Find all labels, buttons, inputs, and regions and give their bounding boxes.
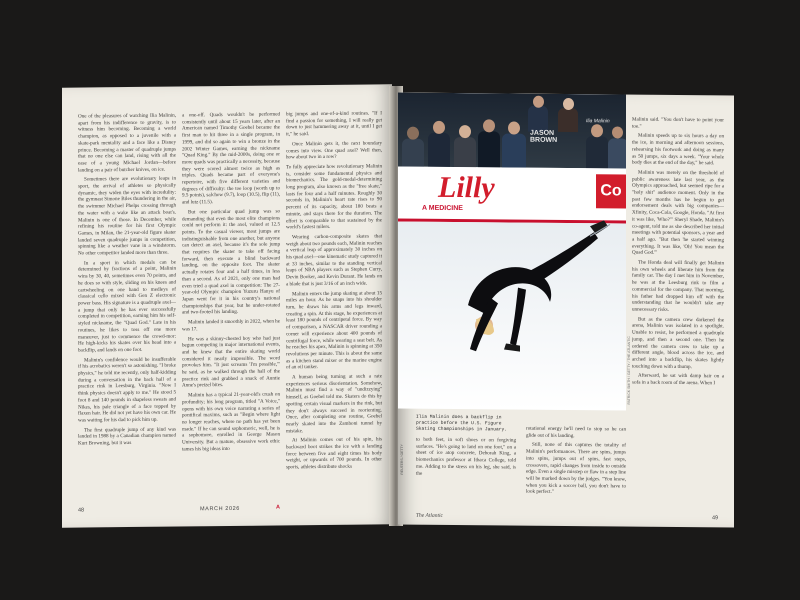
paragraph: Malinin was merely on the threshold of public awareness late last year, as the Olympics approached, but seemed ripe for a "holy shit" audience moment. Only in the past few months has he begun to get endorsement deals with big companies—Xfinity, Coca-Cola, Google, Honda. "At first it was like, 'Who?'" Sheryl Shade, Malinin's co-agent, told me as she described her initial meetings with potential sponsors, a year and a half ago. "But then 'he started winning everything. It was like, 'Oh! You mean the Quad God.'" [632, 169, 724, 257]
left-column-2 [182, 111, 280, 502]
sponsor-logo-2: Co [596, 174, 626, 208]
paragraph: He was a skinny-chested boy who had just begun competing in major international events, and he knew that the entire skating world considered it nearly impossible. The word provokes him. "It just screams 'I'm possible,'" he said, as he walked through the hall of the practice rink and grabbed a snack of Auntie Anne's pretzel bites. [182, 334, 280, 389]
paragraph: The first quadruple jump of any kind was landed in 1988 by a Canadian champion named Kurt Browning, but it was [78, 426, 176, 447]
paragraph: Malinin speeds up to six hours a day on the ice, in morning and afternoon sessions, rehearsing his footwork and doing as many as 50 jumps, six days a week. "Your whole body dies at the end of the day," he said. [632, 133, 724, 167]
issue-date: MARCH 2026 [200, 505, 240, 513]
paragraph: The Honda deal will finally get Malinin his own wheels and liberate him from the family car. The day I met him in November, he was at the Leesburg rink to film a commercial for the company. That morning, his father had dropped him off with the understanding that he wouldn't take any unnecessary risks. [632, 259, 724, 313]
paragraph: Malinin said. "You don't have to point your toe." [632, 116, 724, 130]
paragraph: But one particular quad jump was so demanding that even the most elite champions could not perform it: the axel, valued at 12.5 points. To the casual viewer, most jumps are indistinguishable from one another, but anyone can detect an axel, because it's the sole jump that requires the skater to take off facing forward, then execute a blind backward landing, on the opposite foot. The skater actually rotates four and a half times, in less than a second. As of 2021, only one man had even tried a quad axel in competition: The 27-year-old Olympic champion Yuzuru Hanyu of Japan went for it in his country's national championships that year, but he under-rotated and two-footed his landing. [182, 208, 280, 316]
paragraph: rotational energy he'll need to stop so he can glide out of his landing. [526, 425, 626, 439]
skater-figure [398, 93, 626, 411]
left-page [62, 84, 392, 527]
paragraph: Wearing carbon-composite skates that weigh about two pounds each, Malinin reaches a vertical leap of approximately 30 inches on his quad axel—one kinematic study captured it at 33 inches, similar to the standing vertical leaps of NBA players such as Stephen Curry, Devin Booker, and Kevin Durant. He lands on a blade that is just 3/16 of an inch wide. [286, 233, 382, 288]
paragraph: But as the camera crew darkened the arena, Malinin was isolated in a spotlight. Unable to resist, he performed a quadruple jump, and then a second one. Then he ordered the camera crew to take up a different angle, blood across the ice, and arched into a backflip, his skates lightly touching down with a thump. [632, 316, 724, 370]
right-column-2 [526, 426, 626, 517]
page-number: 49 [712, 515, 719, 522]
crowd-banner: Ilia Malinin [586, 118, 610, 125]
paragraph: In a sport in which medals can be determined by fractions of a point, Malinin wins by 30, 40, sometimes even 70 points, and he does so with style, sliding on his knees and cartwheeling on one hand to medleys of classical cello mixed with Gen Z electronic power bass. His signature is a quadruple axel—a jump that only he has ever successfully completed in competition, earning him his self-styled nickname, the "Quad God." Late in his routines, he likes to toss off one more maneuver, just to commence the crowd-mor: He high-kicks his skates over his head into a backflip, and lands on one foot. [78, 259, 176, 354]
paragraph: to both feet, in soft shoes or on forgiving surfaces. "He's going to land on one foot," on a sheet of ice atop concrete, Deborah King, a biomechanics professor at Ithaca College, told me. Adding to the stress on his leg, she said, is the [416, 436, 516, 477]
paragraph: Afterward, he sat with damp hair on a sofa in a back room of the arena. When I [632, 372, 724, 387]
paragraph: At Malinin comes out of his spin, his backward boot strikes the ice with a landing force between five and eight times his body weight, or upwards of 700 pounds. In other sports, athletes distribute shocks [286, 436, 382, 471]
paragraph: Malinin enters the jump skating at about 15 miles an hour. As he snaps into his shoulder turn, he draws his arms and legs inward, creating a spin. At this stage, he experiences at least 180 pounds of centripetal force. By way of comparison, a NASCAR driver rounding a corner will experience about 400 pounds of centrifugal force, while wearing a seat belt. As he reaches his apex, Malinin is spinning at 350 revolutions per minute. This is about the same as a kitchen stand mixer or the marine engine of an oil tanker. [286, 289, 382, 371]
right-column-3 [632, 117, 724, 518]
paragraph: Malinin landed it smoothly in 2022, when he was 17. [182, 318, 280, 333]
crowd-sign: JASON BROWN [530, 129, 558, 144]
paragraph: One of the pleasures of watching Ilia Malinin, apart from his indifference to gravity, is to witness him becoming. Becoming a world champion, as opposed to a juvenile with a skate-park mentality and a face like a Disney prince. Becoming a master of quadruple jumps that no one else can land, rising with all the ease of a young Michael Jordan—before landing on a pair of butcher knives, on ice. [78, 112, 176, 174]
paragraph: Once Malinin gets it, the next boundary comes into view. One quad axel? Well then, how about two in a row? [286, 140, 382, 161]
photo-caption: Ilia Malinin does a backflip in practice before the U.S. Figure Skating Championships in January. [416, 414, 507, 433]
paragraph: Sometimes there are evolutionary leaps in sport, the arrival of athletes so physically dynamic, they widen the eyes with incredulity: the gymnast Simone Biles thundering in the air, the swimmer Michael Phelps crossing through the water with a wake like an attack boat's. Malinin is one of those. In December, while refining his routine for his first Olympic Games, in Milan, the 21-year-old figure skater landed seven quadruple jumps in competition, spinning like a weather vane in a windstorm. No other competitor landed more than three. [78, 175, 176, 257]
caption-credit: REUTERS / GETTY [400, 444, 404, 475]
paragraph: Still, none of this captures the totality of Malinin's performances. There are spins, jumps into spins, jumps out of spins, fast steps, crossovers, rapid changes from inside to outside edge. Even a single misstep or flaw in a step line will be marked down by the judges. "You know, when you kick a soccer ball, you don't have to look perfect." [526, 442, 626, 496]
paragraph: A human being turning at such a rate experiences serious disorientation. Somehow, Malinin must find a way of "undizzying" himself, as Goebel told me. Skaters do this by spotting certain visual markers in the rink, but they don't always succeed in reorienting. Once, after completing one routine, Goebel nearly skated into the Zamboni tunnel by mistake. [286, 373, 382, 435]
paragraph: Malinin has a typical 21-year-old's crush on profundity; his long program, titled "A Voice," opens with his own voice narrating a series of pontifical maxims, such as "Begin where light no longer reaches, where no path has yet been made." If he can sound sophomoric, well, he is a sophomore, enrolled in George Mason University. But a mature, obsessive work ethic tames his big ideas into [182, 391, 280, 453]
left-column-3 [286, 110, 382, 501]
sponsor-tagline: A MEDICINE [422, 204, 463, 213]
photo-credit: PATRICK SMITH / GETTY / THE ATLANTIC [627, 336, 631, 405]
paragraph: Malinin's confidence would be insufferable if his acrobatics weren't so astonishing. "I broke physics," he told me recently, only half-kidding during a conversation in the back hall of a practice rink in Leesburg, Virginia. "Now I think physics doesn't apply to me." He stood 5 foot 8 and 140 pounds in shapeless sweats and Nikes, his pale triangle of a face topped by flaxen hair. He did not yet have his own car. He was waiting for his dad to pick him up. [78, 356, 176, 424]
paragraph: big jumps and one-of-a-kind routines. "If I find a passion for something, I will really get down to just hammering away at it, until I get it," he said. [286, 110, 382, 138]
sponsor-logo: Lilly [438, 170, 495, 205]
page-number: 48 [78, 507, 85, 514]
left-column-1 [78, 113, 176, 504]
right-page [398, 93, 734, 528]
paragraph: a one-off. Quads wouldn't be performed consistently until about 15 years later, after an American named Timothy Goebel became the first man to hit three in a single program, in 1999, and did so again to win a bronze in the 2002 Winter Games, earning the nickname "Quad King." By the mid-2000s, doing one or more quads was practically a necessity, because they were scored almost twice as high as triples. Quads became part of everyone's repertoire, with five different varieties and degrees of difficulty: the toe loop (worth up to 9.5 points), salchow (9.7), loop (10.5), flip (11), and lutz (11.5). [182, 111, 280, 206]
section-mark: A [276, 504, 280, 511]
skater-photo [398, 93, 626, 411]
magazine-name: The Atlantic [416, 512, 443, 519]
section-opening-paragraph: To fully appreciate how revolutionary Malinin is, consider some fundamental physics and biomechanics. The gold-medal-determining long program, also known as the "free skate," lasts for four and a half minutes. Roughly 30 seconds in, Malinin's heart rate rises to 90 percent of its capacity, about 180 beats a minute, and stays there for the duration. The effort is comparable to that sustained by the world's fastest milers. [286, 163, 382, 231]
